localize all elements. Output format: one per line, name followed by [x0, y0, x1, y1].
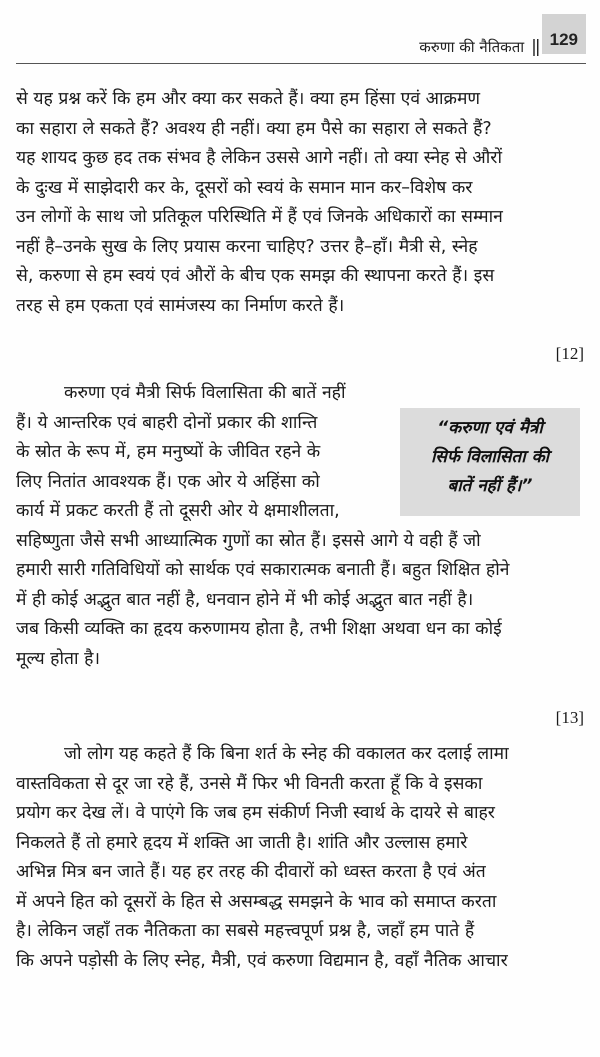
text-line: यह शायद कुछ हद तक संभव है लेकिन उससे आगे नहीं। तो क्या स्नेह से औरों [16, 148, 502, 168]
text-line: है। लेकिन जहाँ तक नैतिकता का सबसे महत्त्वपूर्ण प्रश्न है, जहाँ हम पाते हैं [16, 921, 475, 941]
text-line: हमारी सारी गतिविधियों को सार्थक एवं सकारात्मक बनाती हैं। बहुत शिक्षित होने [16, 560, 510, 580]
pull-quote-line: “करुणा एवं मैत्री [437, 418, 543, 438]
header-separator: || [531, 37, 539, 57]
page-number: 129 [542, 14, 586, 54]
text-line: मूल्य होता है। [16, 648, 100, 669]
text-line: से, करुणा से हम स्वयं एवं औरों के बीच एक समझ की स्थापना करते हैं। इस [16, 266, 495, 286]
chapter-title: करुणा की नैतिकता [419, 38, 525, 56]
header-rule [16, 63, 586, 64]
text-line: जो लोग यह कहते हैं कि बिना शर्त के स्नेह की वकालत कर दलाई लामा [64, 744, 509, 764]
paragraph-3 [16, 740, 584, 976]
text-line: कि अपने पड़ोसी के लिए स्नेह, मैत्री, एवं करुणा विद्यमान है, वहाँ नैतिक आचार [16, 950, 508, 971]
text-line: में ही कोई अद्भुत बात नहीं है, धनवान होने में भी कोई अद्भुत बात नहीं है। [16, 589, 474, 610]
text-line: उन लोगों के साथ जो प्रतिकूल परिस्थिति में हैं एवं जिनके अधिकारों का सम्मान [16, 207, 503, 227]
text-line: लिए नितांत आवश्यक हैं। एक ओर ये अहिंसा को [16, 471, 320, 492]
text-line: से यह प्रश्न करें कि हम और क्या कर सकते हैं। क्या हम हिंसा एवं आक्रमण [16, 89, 481, 109]
text-line: का सहारा ले सकते हैं? अवश्य ही नहीं। क्या हम पैसे का सहारा ले सकते हैं? [16, 118, 492, 139]
text-line: प्रयोग कर देख लें। वे पाएंगे कि जब हम संकीर्ण निजी स्वार्थ के दायरे से बाहर [16, 803, 495, 823]
text-line: सहिष्णुता जैसे सभी आध्यात्मिक गुणों का स्रोत हैं। इससे आगे ये वही हैं जो [16, 530, 481, 551]
text-line: अभिन्न मित्र बन जाते हैं। यह हर तरह की दीवारों को ध्वस्त करता है एवं अंत [16, 862, 486, 882]
text-line: जब किसी व्यक्ति का हृदय करुणामय होता है, तभी शिक्षा अथवा धन का कोई [16, 619, 502, 639]
text-line: के स्रोत के रूप में, हम मनुष्यों के जीवित रहने के [16, 442, 321, 462]
pull-quote-line: सिर्फ विलासिता की [430, 447, 550, 467]
text-line: के दुःख में साझेदारी कर के, दूसरों को स्वयं के समान मान कर–विशेष कर [16, 177, 473, 198]
pull-quote-line: बातें नहीं हैं।” [447, 476, 533, 496]
text-line: तरह से हम एकता एवं सामंजस्य का निर्माण करते हैं। [16, 295, 345, 316]
text-line: कार्य में प्रकट करती हैं तो दूसरी ओर ये क्षमाशीलता, [16, 501, 340, 521]
running-head [419, 30, 586, 64]
pull-quote [400, 408, 580, 516]
text-line: में अपने हित को दूसरों के हित से असम्बद्ध समझने के भाव को समाप्त करता [16, 891, 497, 912]
reference-marker: [13] [555, 708, 584, 727]
text-line: वास्तविकता से दूर जा रहे हैं, उनसे मैं फिर भी विनती करता हूँ कि वे इसका [16, 773, 483, 794]
reference-marker: [12] [555, 344, 584, 363]
text-line: नहीं है–उनके सुख के लिए प्रयास करना चाहिए? उत्तर है–हाँ। मैत्री से, स्नेह [16, 236, 478, 257]
text-line: करुणा एवं मैत्री सिर्फ विलासिता की बातें नहीं [64, 383, 346, 403]
text-line: हैं। ये आन्तरिक एवं बाहरी दोनों प्रकार की शान्ति [16, 412, 318, 433]
paragraph-1 [16, 85, 584, 321]
text-line: निकलते हैं तो हमारे हृदय में शक्ति आ जाती है। शांति और उल्लास हमारे [16, 832, 468, 853]
